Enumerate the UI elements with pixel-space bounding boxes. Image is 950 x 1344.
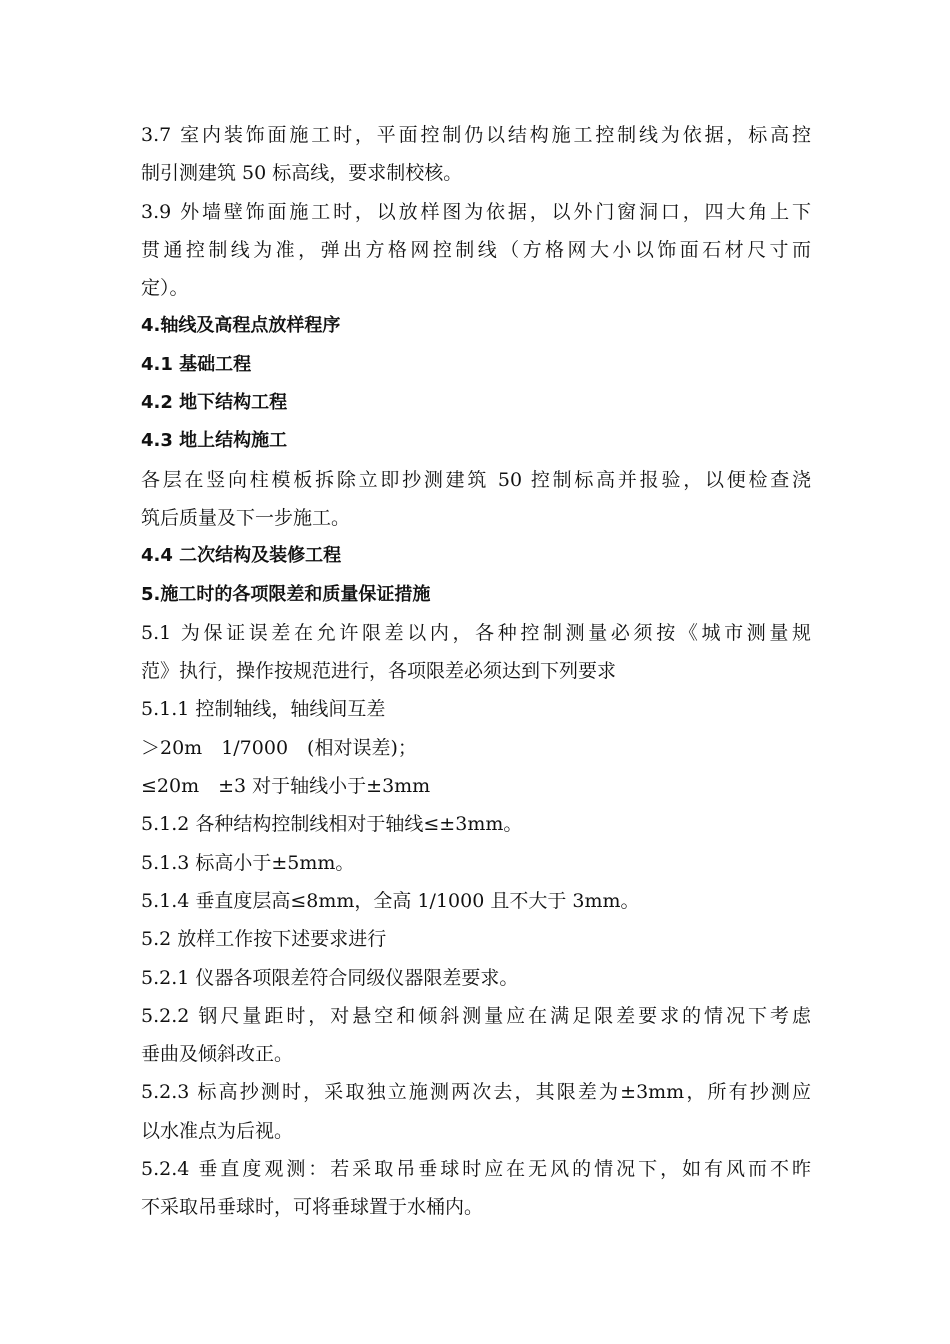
text-line: 5.1.1 控制轴线，轴线间互差 xyxy=(141,698,386,721)
text-line: 3.9 外墙壁饰面施工时，以放样图为依据，以外门窗洞口，四大角上下 xyxy=(141,200,811,223)
text-line: 3.7 室内装饰面施工时，平面控制仍以结构施工控制线为依据，标高控 xyxy=(141,124,811,146)
text-line: 制引测建筑 50 标高线，要求制校核。 xyxy=(141,162,463,185)
text-line: 5.1.2 各种结构控制线相对于轴线≤±3mm。 xyxy=(141,813,523,836)
text-line: 5.2 放样工作按下述要求进行 xyxy=(141,928,387,951)
text-line: 5.1.4 垂直度层高≤8mm，全高 1/1000 且不大于 3mm。 xyxy=(141,889,640,912)
text-line: 5.1.3 标高小于±5mm。 xyxy=(141,851,355,874)
text-line: 5.2.1 仪器各项限差符合同级仪器限差要求。 xyxy=(141,966,519,989)
subsection-heading: 4.2 地下结构工程 xyxy=(141,392,288,414)
text-line: 不采取吊垂球时，可将垂球置于水桶内。 xyxy=(141,1196,484,1219)
text-line: 5.1 为保证误差在允许限差以内，各种控制测量必须按《城市测量规 xyxy=(141,621,811,644)
subsection-heading: 4.3 地上结构施工 xyxy=(141,430,288,452)
text-line: 5.2.4 垂直度观测：若采取吊垂球时应在无风的情况下，如有风而不昨 xyxy=(141,1158,811,1181)
subsection-heading: 4.1 基础工程 xyxy=(141,353,252,375)
text-line: ≤20m ±3 对于轴线小于±3mm xyxy=(141,775,431,798)
section-heading: 4.轴线及高程点放样程序 xyxy=(141,315,341,337)
text-line: 贯通控制线为准，弹出方格网控制线（方格网大小以饰面石材尺寸而 xyxy=(141,238,811,261)
text-line: 5.2.2 钢尺量距时，对悬空和倾斜测量应在满足限差要求的情况下考虑 xyxy=(141,1004,811,1027)
text-line: 范》执行，操作按规范进行，各项限差必须达到下列要求 xyxy=(141,660,617,683)
text-line: 垂曲及倾斜改正。 xyxy=(141,1043,294,1066)
text-line: 以水准点为后视。 xyxy=(141,1119,294,1142)
text-line: 5.2.3 标高抄测时，采取独立施测两次去，其限差为±3mm，所有抄测应 xyxy=(141,1081,811,1104)
text-line: 筑后质量及下一步施工。 xyxy=(141,506,351,529)
subsection-heading: 4.4 二次结构及装修工程 xyxy=(141,545,342,567)
text-line: ＞20m 1/7000 (相对误差)； xyxy=(141,736,417,759)
document-body xyxy=(141,116,811,1227)
text-line: 各层在竖向柱模板拆除立即抄测建筑 50 控制标高并报验，以便检查浇 xyxy=(141,468,811,491)
section-heading: 5.施工时的各项限差和质量保证措施 xyxy=(141,583,431,605)
text-line: 定）。 xyxy=(141,277,189,300)
